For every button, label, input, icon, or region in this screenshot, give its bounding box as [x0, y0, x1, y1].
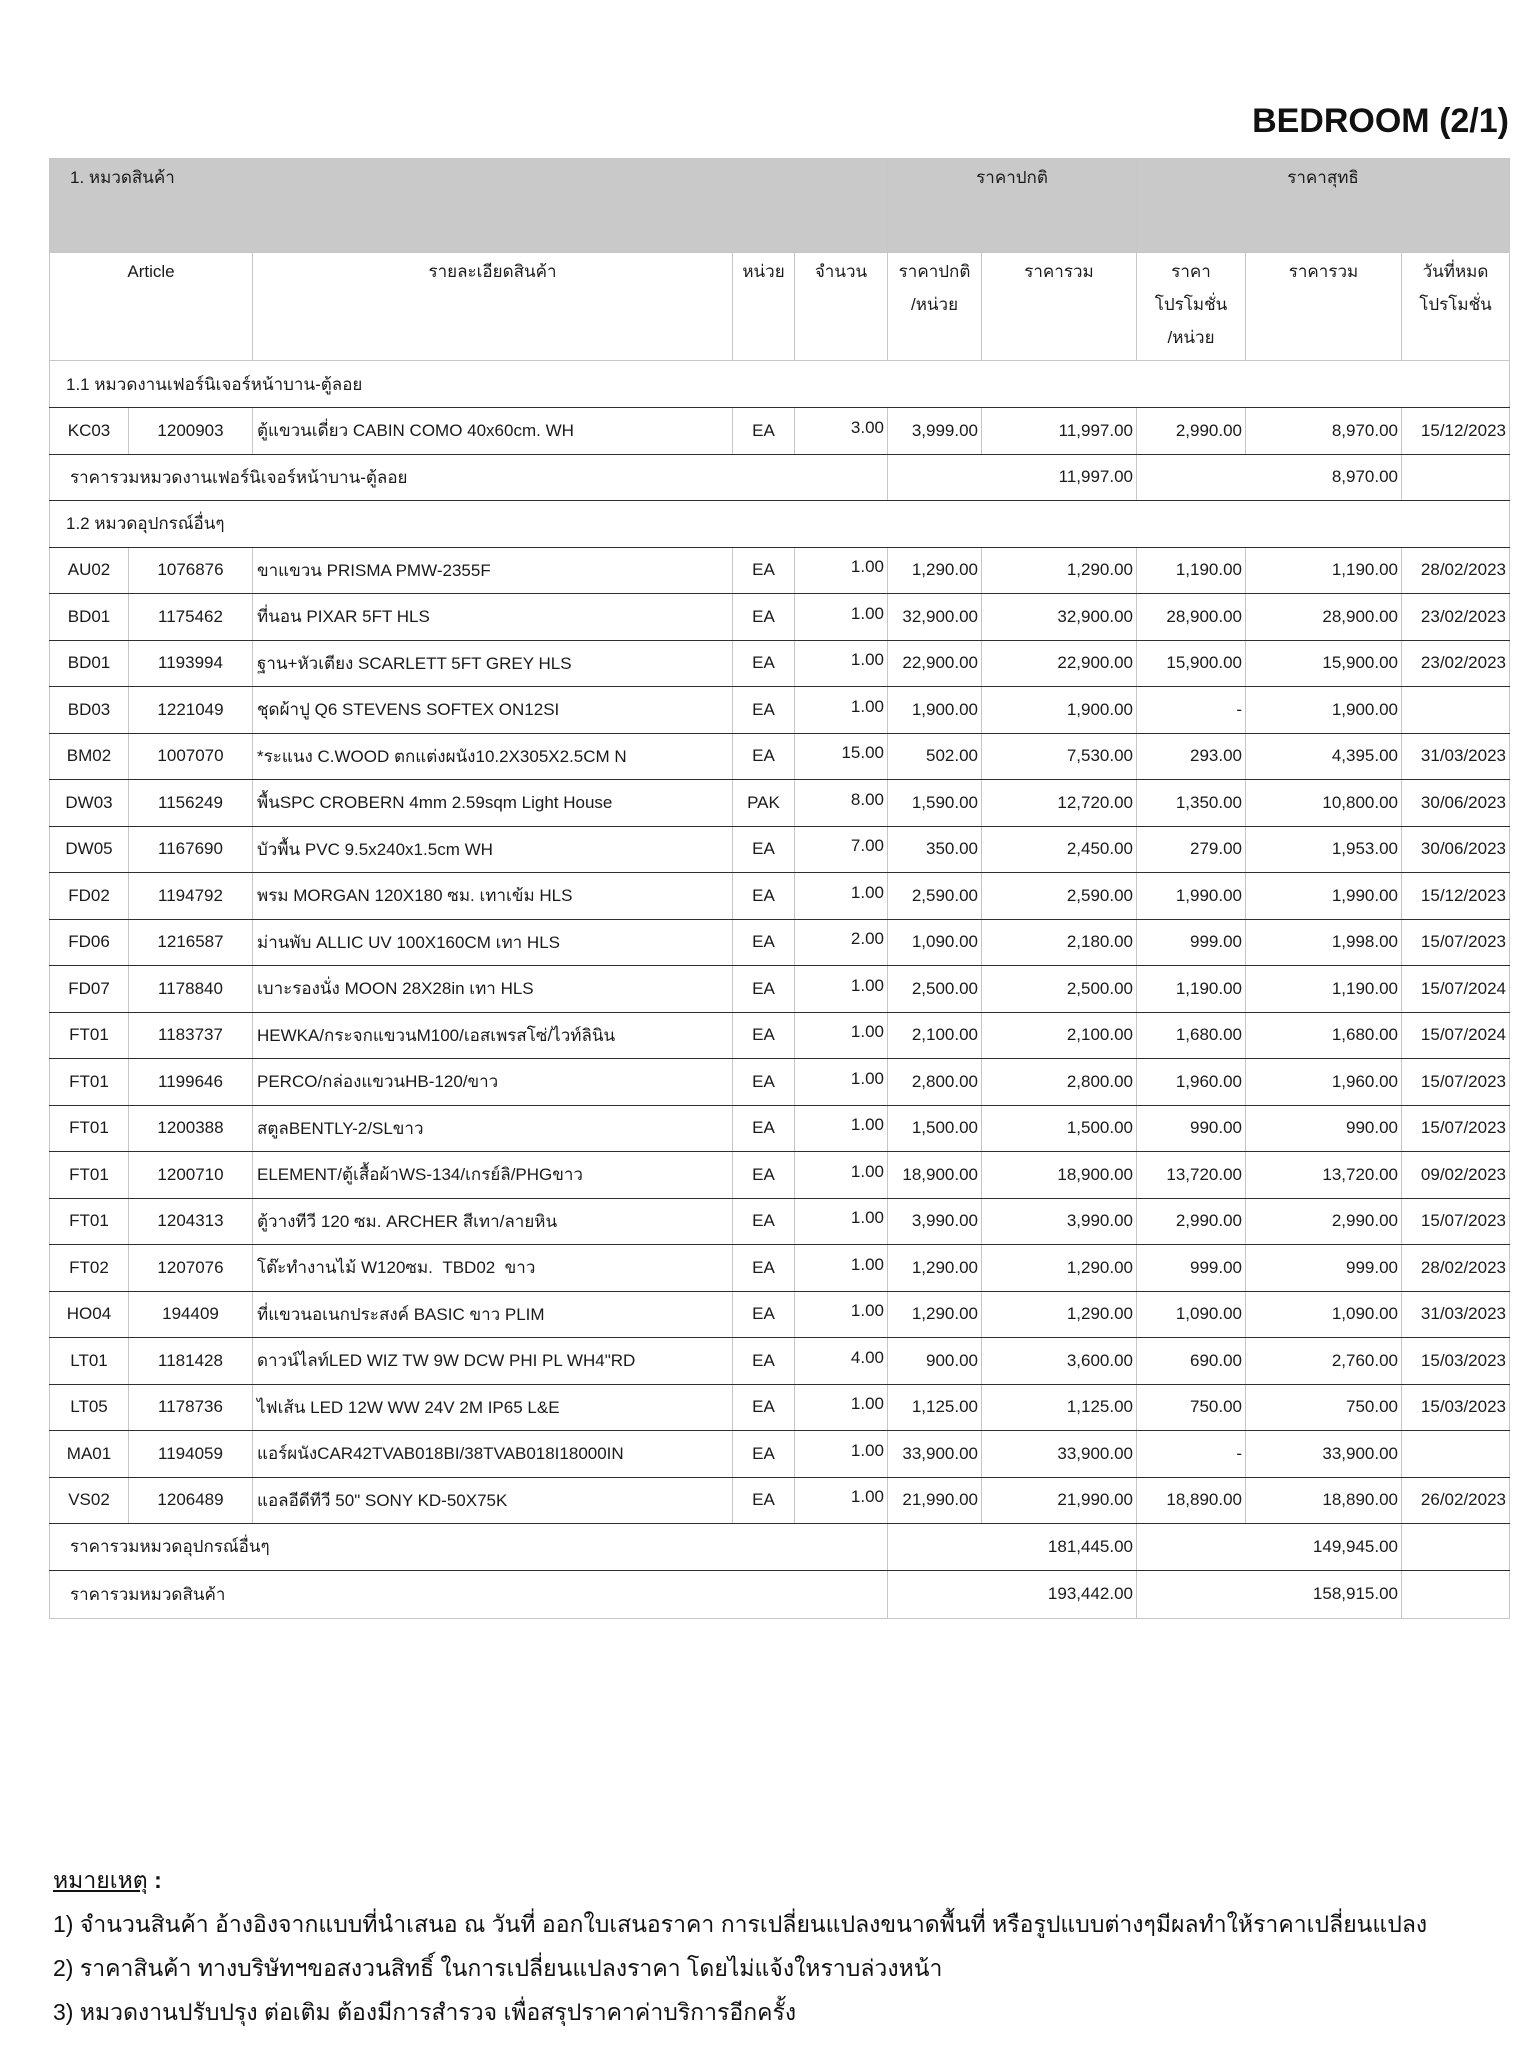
total-price-cell: 2,500.00 [982, 966, 1137, 1013]
table-row [50, 1431, 1510, 1478]
total-price-cell: 1,290.00 [982, 1291, 1137, 1338]
table-row [50, 826, 1510, 873]
quantity-cell: 1.00 [795, 1477, 888, 1524]
promo-price-cell: 999.00 [1137, 1245, 1246, 1292]
promo-price-cell: 690.00 [1137, 1338, 1246, 1385]
total-price-cell: 1,290.00 [982, 1245, 1137, 1292]
promo-total-cell: 1,953.00 [1246, 826, 1402, 873]
notes-heading-label: หมายเหตุ [53, 1867, 148, 1893]
article-number-cell: 1076876 [129, 547, 253, 594]
promo-price-cell: 18,890.00 [1137, 1477, 1246, 1524]
description-cell: ตู้แขวนเดี่ยว CABIN COMO 40x60cm. WH [253, 408, 733, 455]
unit-cell: EA [733, 1291, 795, 1338]
total-price-cell: 32,900.00 [982, 594, 1137, 641]
promo-end-date-cell [1402, 1431, 1510, 1478]
description-cell: ไฟเส้น LED 12W WW 24V 2M IP65 L&E [253, 1384, 733, 1431]
article-number-cell: 1007070 [129, 733, 253, 780]
item-code-cell: LT01 [50, 1338, 129, 1385]
item-code-cell: BM02 [50, 733, 129, 780]
promo-end-column-header [1402, 253, 1510, 361]
description-cell: แอลอีดีทีวี 50" SONY KD-50X75K [253, 1477, 733, 1524]
promo-end-date-cell: 15/03/2023 [1402, 1338, 1510, 1385]
quantity-cell: 1.00 [795, 1012, 888, 1059]
total-price-cell: 22,900.00 [982, 640, 1137, 687]
total-price-cell: 2,590.00 [982, 873, 1137, 920]
table-row [50, 640, 1510, 687]
subtotal-label: ราคารวมหมวดอุปกรณ์อื่นๆ [50, 1524, 888, 1571]
unit-price-cell: 502.00 [888, 733, 982, 780]
promo-end-date-cell: 15/03/2023 [1402, 1384, 1510, 1431]
unit-price-cell: 18,900.00 [888, 1152, 982, 1199]
unit-cell: EA [733, 594, 795, 641]
promo-total-cell: 28,900.00 [1246, 594, 1402, 641]
unit-price-cell: 33,900.00 [888, 1431, 982, 1478]
promo-total-cell: 13,720.00 [1246, 1152, 1402, 1199]
table-row [50, 1105, 1510, 1152]
quantity-cell: 3.00 [795, 408, 888, 455]
promo-price-cell: 1,190.00 [1137, 966, 1246, 1013]
unit-price-cell: 2,500.00 [888, 966, 982, 1013]
quantity-cell: 2.00 [795, 919, 888, 966]
unit-cell: EA [733, 1245, 795, 1292]
promo-end-date-cell [1402, 687, 1510, 734]
promo-price-cell: 13,720.00 [1137, 1152, 1246, 1199]
unit-price-cell: 3,990.00 [888, 1198, 982, 1245]
promo-end-date-cell: 15/07/2024 [1402, 1012, 1510, 1059]
promo-end-date-cell: 28/02/2023 [1402, 1245, 1510, 1292]
unit-price-cell: 350.00 [888, 826, 982, 873]
promo-total-cell: 2,990.00 [1246, 1198, 1402, 1245]
table-row [50, 1198, 1510, 1245]
table-row [50, 1384, 1510, 1431]
table-body [50, 361, 1510, 1619]
item-code-cell: FD02 [50, 873, 129, 920]
description-cell: พรม MORGAN 120X180 ซม. เทาเข้ม HLS [253, 873, 733, 920]
table-row [50, 408, 1510, 455]
notes-block [53, 1858, 1513, 2034]
item-code-cell: FT01 [50, 1059, 129, 1106]
unit-cell: EA [733, 547, 795, 594]
promo-total-cell: 18,890.00 [1246, 1477, 1402, 1524]
unit-price-cell: 1,125.00 [888, 1384, 982, 1431]
promo-end-date-cell: 30/06/2023 [1402, 780, 1510, 827]
promo-total-header-label: ราคารวม [1288, 262, 1359, 281]
total-price-cell: 2,450.00 [982, 826, 1137, 873]
section-header-row [50, 361, 1510, 408]
unit-price-cell: 1,290.00 [888, 1291, 982, 1338]
promo-price-cell: - [1137, 687, 1246, 734]
promo-total-cell: 750.00 [1246, 1384, 1402, 1431]
promo-end-header-line: โปรโมชั่น [1419, 295, 1492, 314]
total-price-cell: 1,125.00 [982, 1384, 1137, 1431]
article-number-cell: 1178736 [129, 1384, 253, 1431]
article-number-cell: 1175462 [129, 594, 253, 641]
category-header: 1. หมวดสินค้า [50, 159, 888, 253]
subtotal-row [50, 454, 1510, 501]
qty-column-header [795, 253, 888, 361]
unit-price-cell: 22,900.00 [888, 640, 982, 687]
item-code-cell: BD01 [50, 594, 129, 641]
table-row [50, 687, 1510, 734]
promo-price-cell: 999.00 [1137, 919, 1246, 966]
unit-price-column-header [888, 253, 982, 361]
promo-total-cell: 8,970.00 [1246, 408, 1402, 455]
unit-price-cell: 1,590.00 [888, 780, 982, 827]
article-number-cell: 1194059 [129, 1431, 253, 1478]
promo-price-cell: 1,680.00 [1137, 1012, 1246, 1059]
promo-price-header-line: โปรโมชั่น [1154, 295, 1228, 314]
item-code-cell: BD03 [50, 687, 129, 734]
promo-price-header-line: ราคา [1171, 262, 1211, 281]
promo-end-date-cell: 15/12/2023 [1402, 873, 1510, 920]
promo-end-date-cell: 15/12/2023 [1402, 408, 1510, 455]
article-number-cell: 1200710 [129, 1152, 253, 1199]
table-row [50, 966, 1510, 1013]
promo-price-cell: 1,960.00 [1137, 1059, 1246, 1106]
promo-total-cell: 1,090.00 [1246, 1291, 1402, 1338]
description-cell: ดาวน์ไลท์LED WIZ TW 9W DCW PHI PL WH4"RD [253, 1338, 733, 1385]
item-code-cell: LT05 [50, 1384, 129, 1431]
description-cell: โต๊ะทำงานไม้ W120ซม. TBD02 ขาว [253, 1245, 733, 1292]
promo-price-cell: 1,090.00 [1137, 1291, 1246, 1338]
grand-total-empty-cell [1402, 1570, 1510, 1618]
table-row [50, 733, 1510, 780]
unit-cell: EA [733, 919, 795, 966]
item-code-cell: DW03 [50, 780, 129, 827]
unit-cell: EA [733, 1105, 795, 1152]
total-price-cell: 7,530.00 [982, 733, 1137, 780]
table-row [50, 919, 1510, 966]
promo-end-date-cell: 23/02/2023 [1402, 640, 1510, 687]
table-row [50, 1012, 1510, 1059]
unit-price-header-line: /หน่วย [910, 295, 959, 314]
quantity-cell: 1.00 [795, 1245, 888, 1292]
promo-end-date-cell: 31/03/2023 [1402, 1291, 1510, 1338]
table-row [50, 1152, 1510, 1199]
total-price-cell: 2,800.00 [982, 1059, 1137, 1106]
subtotal-empty-cell [1402, 1524, 1510, 1571]
description-cell: ELEMENT/ตู้เสื้อผ้าWS-134/เกรย์ลิ/PHGขาว [253, 1152, 733, 1199]
quantity-cell: 1.00 [795, 1384, 888, 1431]
unit-cell: EA [733, 873, 795, 920]
article-number-cell: 1221049 [129, 687, 253, 734]
item-code-cell: VS02 [50, 1477, 129, 1524]
item-code-cell: FT02 [50, 1245, 129, 1292]
unit-price-header-line: ราคาปกติ [898, 262, 971, 281]
promo-total-cell: 1,990.00 [1246, 873, 1402, 920]
promo-total-cell: 1,998.00 [1246, 919, 1402, 966]
item-code-cell: DW05 [50, 826, 129, 873]
article-number-cell: 1194792 [129, 873, 253, 920]
total-price-cell: 1,900.00 [982, 687, 1137, 734]
item-code-cell: MA01 [50, 1431, 129, 1478]
normal-price-group-header: ราคาปกติ [888, 159, 1137, 253]
total-price-cell: 2,180.00 [982, 919, 1137, 966]
unit-price-cell: 1,900.00 [888, 687, 982, 734]
unit-price-cell: 2,800.00 [888, 1059, 982, 1106]
quantity-cell: 1.00 [795, 1059, 888, 1106]
grand-total-label: ราคารวมหมวดสินค้า [50, 1570, 888, 1618]
total-price-cell: 1,500.00 [982, 1105, 1137, 1152]
quantity-cell: 1.00 [795, 687, 888, 734]
unit-cell: EA [733, 1198, 795, 1245]
article-number-cell: 1207076 [129, 1245, 253, 1292]
unit-cell: PAK [733, 780, 795, 827]
subtotal-empty-cell [1402, 454, 1510, 501]
description-cell: พื้นSPC CROBERN 4mm 2.59sqm Light House [253, 780, 733, 827]
article-number-cell: 1204313 [129, 1198, 253, 1245]
description-cell: สตูลBENTLY-2/SLขาว [253, 1105, 733, 1152]
section-title: 1.1 หมวดงานเฟอร์นิเจอร์หน้าบาน-ตู้ลอย [50, 361, 1510, 408]
unit-cell: EA [733, 1012, 795, 1059]
total-column-header [982, 253, 1137, 361]
promo-total-cell: 1,190.00 [1246, 547, 1402, 594]
item-code-cell: FT01 [50, 1152, 129, 1199]
subtotal-label: ราคารวมหมวดงานเฟอร์นิเจอร์หน้าบาน-ตู้ลอย [50, 454, 888, 501]
unit-cell: EA [733, 1477, 795, 1524]
unit-cell: EA [733, 687, 795, 734]
promo-total-cell: 4,395.00 [1246, 733, 1402, 780]
article-header-label: Article [127, 262, 175, 281]
unit-cell: EA [733, 1431, 795, 1478]
table-row [50, 594, 1510, 641]
description-cell: แอร์ผนังCAR42TVAB018BI/38TVAB018I18000IN [253, 1431, 733, 1478]
total-price-cell: 21,990.00 [982, 1477, 1137, 1524]
description-cell: ตู้วางทีวี 120 ซม. ARCHER สีเทา/ลายหิน [253, 1198, 733, 1245]
quantity-cell: 1.00 [795, 1152, 888, 1199]
subtotal-net-total: 8,970.00 [1137, 454, 1402, 501]
description-cell: ที่นอน PIXAR 5FT HLS [253, 594, 733, 641]
net-price-group-header: ราคาสุทธิ [1137, 159, 1510, 253]
promo-total-cell: 2,760.00 [1246, 1338, 1402, 1385]
promo-price-cell: - [1137, 1431, 1246, 1478]
note-line: 2) ราคาสินค้า ทางบริษัทฯขอสงวนสิทธิ์ ในการเปลี่ยนแปลงราคา โดยไม่แจ้งใหราบล่วงหน้า [53, 1955, 943, 1981]
unit-cell: EA [733, 1338, 795, 1385]
quantity-cell: 8.00 [795, 780, 888, 827]
total-price-cell: 2,100.00 [982, 1012, 1137, 1059]
total-price-cell: 3,600.00 [982, 1338, 1137, 1385]
promo-end-date-cell: 23/02/2023 [1402, 594, 1510, 641]
item-code-cell: FD07 [50, 966, 129, 1013]
grand-total-net: 158,915.00 [1137, 1570, 1402, 1618]
article-column-header [50, 253, 253, 361]
quantity-cell: 1.00 [795, 1291, 888, 1338]
promo-end-date-cell: 15/07/2023 [1402, 1105, 1510, 1152]
description-header-label: รายละเอียดสินค้า [428, 262, 557, 281]
article-number-cell: 1193994 [129, 640, 253, 687]
promo-price-cell: 15,900.00 [1137, 640, 1246, 687]
promo-end-date-cell: 26/02/2023 [1402, 1477, 1510, 1524]
description-cell: ที่แขวนอเนกประสงค์ BASIC ขาว PLIM [253, 1291, 733, 1338]
notes-heading [53, 1858, 1513, 1902]
article-number-cell: 1156249 [129, 780, 253, 827]
total-price-cell: 3,990.00 [982, 1198, 1137, 1245]
grand-total-row [50, 1570, 1510, 1618]
total-price-cell: 11,997.00 [982, 408, 1137, 455]
unit-price-cell: 21,990.00 [888, 1477, 982, 1524]
promo-total-cell: 1,680.00 [1246, 1012, 1402, 1059]
description-cell: เบาะรองนั่ง MOON 28X28in เทา HLS [253, 966, 733, 1013]
description-cell: ม่านพับ ALLIC UV 100X160CM เทา HLS [253, 919, 733, 966]
item-code-cell: FD06 [50, 919, 129, 966]
table-row [50, 1059, 1510, 1106]
description-cell: บัวพื้น PVC 9.5x240x1.5cm WH [253, 826, 733, 873]
article-number-cell: 1178840 [129, 966, 253, 1013]
unit-cell: EA [733, 1152, 795, 1199]
promo-price-cell: 1,350.00 [1137, 780, 1246, 827]
item-code-cell: KC03 [50, 408, 129, 455]
article-number-cell: 194409 [129, 1291, 253, 1338]
table-row [50, 1245, 1510, 1292]
promo-total-cell: 33,900.00 [1246, 1431, 1402, 1478]
unit-price-cell: 2,590.00 [888, 873, 982, 920]
subtotal-row [50, 1524, 1510, 1571]
promo-price-cell: 750.00 [1137, 1384, 1246, 1431]
promo-price-column-header [1137, 253, 1246, 361]
qty-header-label: จำนวน [814, 262, 868, 281]
quantity-cell: 1.00 [795, 1198, 888, 1245]
promo-end-date-cell: 09/02/2023 [1402, 1152, 1510, 1199]
unit-price-cell: 1,500.00 [888, 1105, 982, 1152]
description-cell: ขาแขวน PRISMA PMW-2355F [253, 547, 733, 594]
unit-cell: EA [733, 733, 795, 780]
quantity-cell: 1.00 [795, 594, 888, 641]
promo-total-cell: 1,960.00 [1246, 1059, 1402, 1106]
total-price-cell: 12,720.00 [982, 780, 1137, 827]
table-row [50, 1291, 1510, 1338]
page-title: BEDROOM (2/1) [1252, 102, 1509, 140]
table-row [50, 780, 1510, 827]
unit-cell: EA [733, 640, 795, 687]
unit-cell: EA [733, 408, 795, 455]
table-row [50, 1338, 1510, 1385]
promo-price-cell: 279.00 [1137, 826, 1246, 873]
promo-end-date-cell: 15/07/2023 [1402, 919, 1510, 966]
promo-total-cell: 15,900.00 [1246, 640, 1402, 687]
unit-price-cell: 1,290.00 [888, 547, 982, 594]
unit-column-header [733, 253, 795, 361]
description-column-header [253, 253, 733, 361]
promo-price-header-line: /หน่วย [1167, 328, 1215, 347]
quantity-cell: 1.00 [795, 1105, 888, 1152]
item-code-cell: FT01 [50, 1105, 129, 1152]
unit-price-cell: 2,100.00 [888, 1012, 982, 1059]
article-number-cell: 1181428 [129, 1338, 253, 1385]
subtotal-net-total: 149,945.00 [1137, 1524, 1402, 1571]
promo-price-cell: 2,990.00 [1137, 1198, 1246, 1245]
section-title: 1.2 หมวดอุปกรณ์อื่นๆ [50, 501, 1510, 548]
unit-header-label: หน่วย [742, 262, 785, 281]
section-header-row [50, 501, 1510, 548]
description-cell: ฐาน+หัวเตียง SCARLETT 5FT GREY HLS [253, 640, 733, 687]
unit-cell: EA [733, 966, 795, 1013]
promo-total-cell: 1,190.00 [1246, 966, 1402, 1013]
unit-price-cell: 1,290.00 [888, 1245, 982, 1292]
column-header-row [50, 253, 1510, 361]
quantity-cell: 4.00 [795, 1338, 888, 1385]
item-code-cell: FT01 [50, 1198, 129, 1245]
group-header-row [50, 159, 1510, 253]
notes-heading-separator: : [147, 1867, 162, 1893]
unit-cell: EA [733, 1059, 795, 1106]
item-code-cell: BD01 [50, 640, 129, 687]
description-cell: PERCO/กล่องแขวนHB-120/ขาว [253, 1059, 733, 1106]
item-code-cell: AU02 [50, 547, 129, 594]
promo-end-date-cell: 15/07/2024 [1402, 966, 1510, 1013]
note-line: 3) หมวดงานปรับปรุง ต่อเติม ต้องมีการสำรวจ เพื่อสรุปราคาค่าบริการอีกครั้ง [53, 1999, 797, 2025]
promo-price-cell: 1,990.00 [1137, 873, 1246, 920]
total-price-cell: 18,900.00 [982, 1152, 1137, 1199]
promo-total-cell: 10,800.00 [1246, 780, 1402, 827]
subtotal-normal-total: 181,445.00 [888, 1524, 1137, 1571]
promo-end-date-cell: 30/06/2023 [1402, 826, 1510, 873]
quantity-cell: 1.00 [795, 966, 888, 1013]
promo-end-date-cell: 31/03/2023 [1402, 733, 1510, 780]
total-price-cell: 1,290.00 [982, 547, 1137, 594]
promo-total-cell: 1,900.00 [1246, 687, 1402, 734]
total-price-cell: 33,900.00 [982, 1431, 1137, 1478]
promo-total-cell: 990.00 [1246, 1105, 1402, 1152]
article-number-cell: 1200388 [129, 1105, 253, 1152]
quantity-cell: 1.00 [795, 1431, 888, 1478]
description-cell: *ระแนง C.WOOD ตกแต่งผนัง10.2X305X2.5CM N [253, 733, 733, 780]
total-header-label: ราคารวม [1024, 262, 1094, 281]
unit-price-cell: 32,900.00 [888, 594, 982, 641]
subtotal-normal-total: 11,997.00 [888, 454, 1137, 501]
promo-total-column-header [1246, 253, 1402, 361]
promo-price-cell: 293.00 [1137, 733, 1246, 780]
promo-price-cell: 990.00 [1137, 1105, 1246, 1152]
unit-cell: EA [733, 1384, 795, 1431]
unit-price-cell: 3,999.00 [888, 408, 982, 455]
description-cell: HEWKA/กระจกแขวนM100/เอสเพรสโซ่/ไวท์ลินิน [253, 1012, 733, 1059]
quantity-cell: 15.00 [795, 733, 888, 780]
table-row [50, 873, 1510, 920]
quantity-cell: 1.00 [795, 873, 888, 920]
unit-cell: EA [733, 826, 795, 873]
unit-price-cell: 1,090.00 [888, 919, 982, 966]
article-number-cell: 1199646 [129, 1059, 253, 1106]
promo-price-cell: 2,990.00 [1137, 408, 1246, 455]
unit-price-cell: 900.00 [888, 1338, 982, 1385]
price-table [49, 158, 1510, 1619]
promo-total-cell: 999.00 [1246, 1245, 1402, 1292]
promo-price-cell: 28,900.00 [1137, 594, 1246, 641]
table-row [50, 547, 1510, 594]
article-number-cell: 1183737 [129, 1012, 253, 1059]
note-line: 1) จำนวนสินค้า อ้างอิงจากแบบที่นำเสนอ ณ วันที่ ออกใบเสนอราคา การเปลี่ยนแปลงขนาดพื้นที่ หรือรูปแบบต่างๆมีผลทำให้ราคาเปลี่ยนแปลง [53, 1911, 1428, 1937]
table-row [50, 1477, 1510, 1524]
promo-end-date-cell: 15/07/2023 [1402, 1059, 1510, 1106]
article-number-cell: 1216587 [129, 919, 253, 966]
promo-end-header-line: วันที่หมด [1422, 262, 1489, 281]
promo-price-cell: 1,190.00 [1137, 547, 1246, 594]
grand-total-normal: 193,442.00 [888, 1570, 1137, 1618]
article-number-cell: 1200903 [129, 408, 253, 455]
quantity-cell: 1.00 [795, 640, 888, 687]
promo-end-date-cell: 28/02/2023 [1402, 547, 1510, 594]
quantity-cell: 1.00 [795, 547, 888, 594]
article-number-cell: 1167690 [129, 826, 253, 873]
item-code-cell: HO04 [50, 1291, 129, 1338]
description-cell: ชุดผ้าปู Q6 STEVENS SOFTEX ON12SI [253, 687, 733, 734]
article-number-cell: 1206489 [129, 1477, 253, 1524]
promo-end-date-cell: 15/07/2023 [1402, 1198, 1510, 1245]
item-code-cell: FT01 [50, 1012, 129, 1059]
quantity-cell: 7.00 [795, 826, 888, 873]
